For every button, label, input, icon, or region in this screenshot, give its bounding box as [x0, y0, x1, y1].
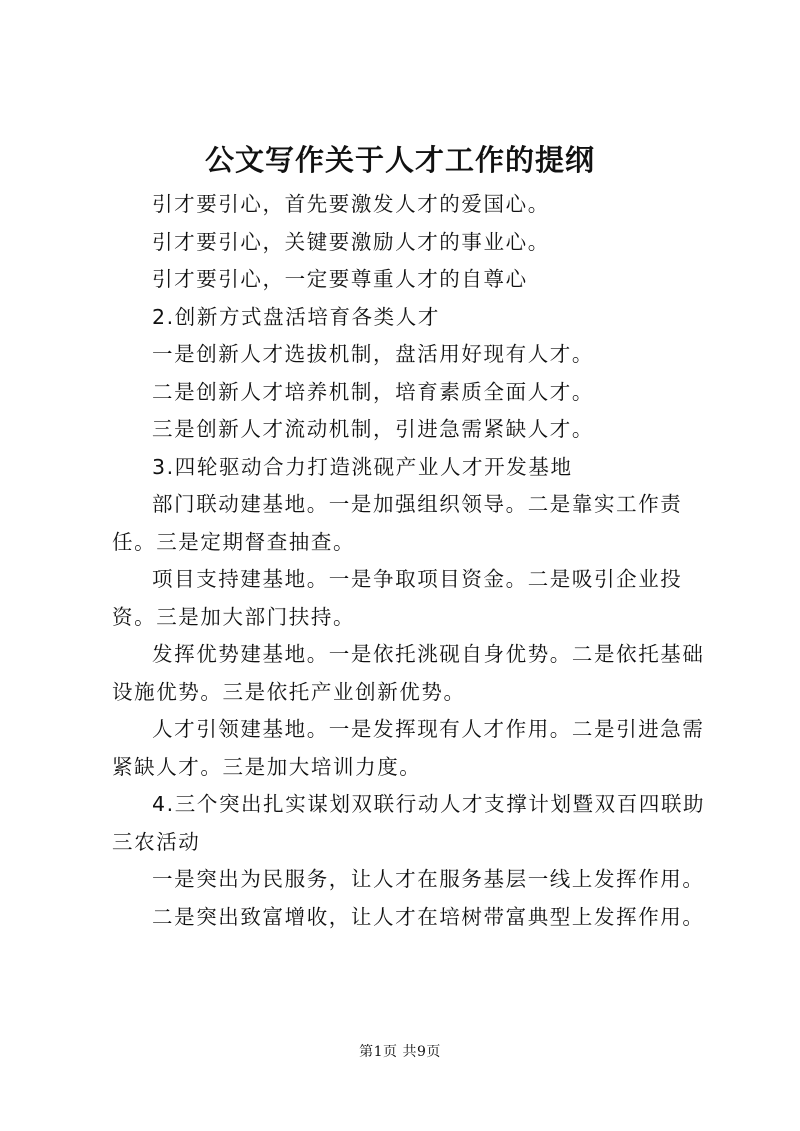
- document-title: 公文写作关于人才工作的提纲: [204, 143, 595, 177]
- section-heading: 3.四轮驱动合力打造洮砚产业人才开发基地: [152, 454, 573, 479]
- paragraph: 三是创新人才流动机制，引进急需紧缺人才。: [152, 417, 594, 441]
- paragraph: 引才要引心，一定要尊重人才的自尊心: [152, 267, 528, 291]
- paragraph: 发挥优势建基地。一是依托洮砚自身优势。二是依托基础设施优势。三是依托产业创新优势。: [112, 642, 705, 704]
- paragraph: 部门联动建基地。一是加强组织领导。二是靠实工作责任。三是定期督查抽查。: [112, 492, 683, 554]
- section-heading: 4.三个突出扎实谋划双联行动人才支撑计划暨双百四联助三农活动: [112, 792, 706, 854]
- section-heading: 2.创新方式盘活培育各类人才: [152, 304, 440, 329]
- paragraph: 一是突出为民服务，让人才在服务基层一线上发挥作用。: [152, 867, 705, 891]
- paragraph: 人才引领建基地。一是发挥现有人才作用。二是引进急需紧缺人才。三是加大培训力度。: [112, 717, 705, 779]
- paragraph: 引才要引心，关键要激励人才的事业心。: [152, 229, 550, 254]
- page-footer: 第1页 共9页: [359, 1044, 441, 1060]
- paragraph: 二是创新人才培养机制，培育素质全面人才。: [152, 379, 594, 404]
- document-body: [112, 186, 722, 936]
- paragraph: 二是突出致富增收，让人才在培树带富典型上发挥作用。: [152, 904, 705, 929]
- paragraph: 引才要引心，首先要激发人才的爱国心。: [152, 192, 550, 216]
- paragraph: 项目支持建基地。一是争取项目资金。二是吸引企业投资。三是加大部门扶持。: [112, 567, 683, 629]
- paragraph: 一是创新人才选拔机制，盘活用好现有人才。: [152, 342, 594, 366]
